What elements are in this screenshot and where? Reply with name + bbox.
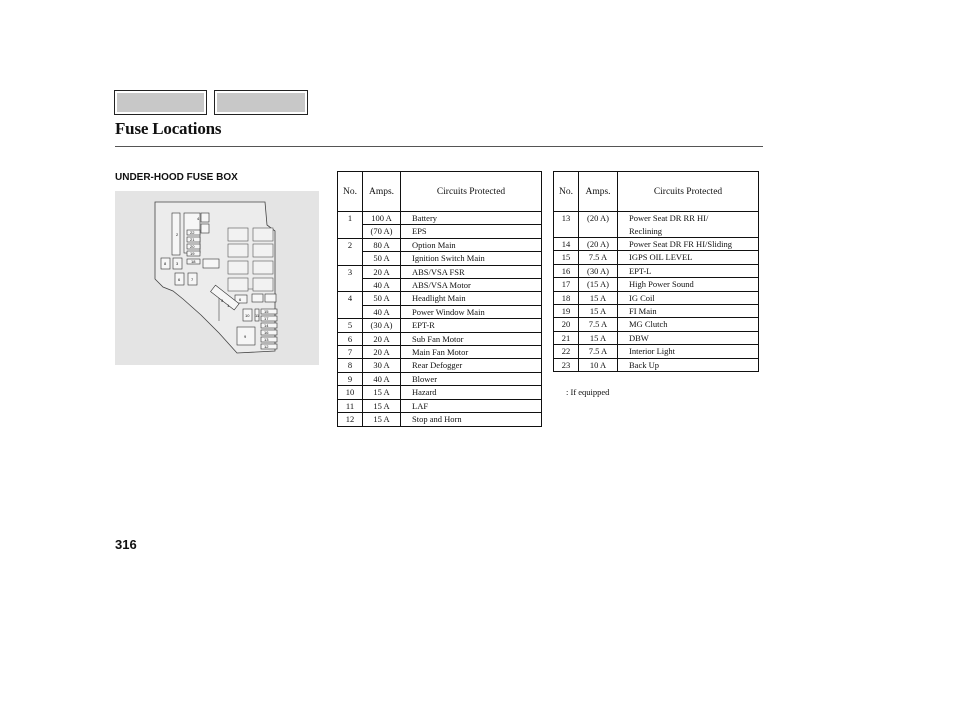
cell-circuit: EPT-R (401, 319, 542, 332)
cell-circuit: Back Up (618, 358, 759, 371)
fuse-table-right (553, 171, 759, 372)
cell-circuit: MG Clutch (618, 318, 759, 331)
cell-amps: 15 A (579, 305, 618, 318)
cell-no: 23 (554, 358, 579, 371)
fuse-label-14: 14 (264, 323, 269, 328)
cell-no: 7 (338, 346, 363, 359)
footnote-if-equipped: : If equipped (566, 387, 610, 397)
fuse-label-4: 4 (197, 216, 200, 221)
page-title: Fuse Locations (115, 119, 222, 138)
cell-circuit: Sub Fan Motor (401, 332, 542, 345)
cell-circuit-line: Reclining (629, 225, 663, 236)
cell-circuit: Stop and Horn (401, 413, 542, 426)
table-row (554, 264, 759, 277)
header-no: No. (554, 172, 579, 212)
table-row (338, 279, 542, 292)
table-row (554, 278, 759, 291)
fuse-box-diagram (115, 191, 319, 365)
cell-amps: (30 A) (363, 319, 401, 332)
cell-no (338, 225, 363, 238)
cell-amps: 10 A (579, 358, 618, 371)
cell-amps: 15 A (363, 399, 401, 412)
cell-no: 12 (338, 413, 363, 426)
fuse-label-15: 15 (264, 309, 269, 314)
cell-circuit: IGPS OIL LEVEL (618, 251, 759, 264)
table-row (338, 252, 542, 265)
fuse-label-16: 16 (264, 330, 269, 335)
table-row (338, 238, 542, 251)
cell-amps: 100 A (363, 212, 401, 225)
cell-amps: (70 A) (363, 225, 401, 238)
fuse-label-13: 13 (264, 337, 269, 342)
table-row (338, 319, 542, 332)
cell-circuit: Power Seat DR FR HI/Sliding (618, 238, 759, 251)
table-row (338, 413, 542, 426)
cell-no: 9 (338, 372, 363, 385)
nav-tab-button-1[interactable] (114, 90, 207, 115)
fuse-box-drawing (115, 191, 319, 365)
cell-no: 4 (338, 292, 363, 305)
header-circuits: Circuits Protected (401, 172, 542, 212)
cell-circuit (618, 212, 759, 238)
cell-amps: (20 A) (579, 212, 618, 238)
cell-amps: 20 A (363, 265, 401, 278)
fuse-label-18: 18 (191, 259, 196, 264)
cell-no: 14 (554, 238, 579, 251)
cell-no: 2 (338, 238, 363, 251)
table-row (338, 332, 542, 345)
cell-circuit-line: Power Seat DR RR HI/ (629, 213, 709, 223)
header-circuits: Circuits Protected (618, 172, 759, 212)
cell-no (338, 279, 363, 292)
cell-amps: (20 A) (579, 238, 618, 251)
cell-circuit: FI Main (618, 305, 759, 318)
fuse-label-2: 2 (176, 232, 179, 237)
cell-amps: 20 A (363, 332, 401, 345)
cell-circuit: Main Fan Motor (401, 346, 542, 359)
table-row (554, 358, 759, 371)
fuse-label-22: 22 (190, 230, 195, 235)
cell-amps: 15 A (363, 386, 401, 399)
cell-circuit: Rear Defogger (401, 359, 542, 372)
header-amps: Amps. (363, 172, 401, 212)
table-row (338, 225, 542, 238)
table-header-row (554, 172, 759, 212)
cell-amps: 50 A (363, 252, 401, 265)
cell-amps: 7.5 A (579, 345, 618, 358)
cell-no: 3 (338, 265, 363, 278)
header-amps: Amps. (579, 172, 618, 212)
table-row (338, 359, 542, 372)
cell-amps: 40 A (363, 279, 401, 292)
cell-no: 21 (554, 331, 579, 344)
cell-no: 1 (338, 212, 363, 225)
cell-circuit: LAF (401, 399, 542, 412)
cell-no: 13 (554, 212, 579, 238)
table-row (554, 212, 759, 238)
table-row (338, 212, 542, 225)
cell-no: 11 (338, 399, 363, 412)
cell-no: 20 (554, 318, 579, 331)
table-row (338, 372, 542, 385)
cell-no: 6 (338, 332, 363, 345)
table-row (338, 386, 542, 399)
table-header-row (338, 172, 542, 212)
cell-circuit: DBW (618, 331, 759, 344)
table-row (554, 331, 759, 344)
cell-circuit: High Power Sound (618, 278, 759, 291)
cell-circuit: Battery (401, 212, 542, 225)
fuse-label-1: 1 (227, 303, 230, 308)
table-row (338, 346, 542, 359)
table-row (554, 305, 759, 318)
nav-tab-button-2[interactable] (214, 90, 308, 115)
cell-circuit: ABS/VSA Motor (401, 279, 542, 292)
cell-amps: 40 A (363, 305, 401, 318)
section-heading: UNDER-HOOD FUSE BOX (115, 172, 238, 183)
cell-circuit: Headlight Main (401, 292, 542, 305)
fuse-label-9: 9 (244, 334, 247, 339)
cell-no (338, 252, 363, 265)
cell-circuit: EPS (401, 225, 542, 238)
page-number: 316 (115, 537, 137, 552)
cell-circuit: Interior Light (618, 345, 759, 358)
cell-circuit: Blower (401, 372, 542, 385)
table-row (338, 399, 542, 412)
cell-circuit: EPT-L (618, 264, 759, 277)
fuse-label-10: 10 (245, 313, 250, 318)
cell-circuit: Power Window Main (401, 305, 542, 318)
fuse-label-7: 7 (191, 277, 194, 282)
fuse-label-17: 17 (264, 316, 269, 321)
cell-no: 5 (338, 319, 363, 332)
table-row (554, 238, 759, 251)
fuse-label-21: 21 (190, 237, 195, 242)
cell-no: 18 (554, 291, 579, 304)
cell-no: 22 (554, 345, 579, 358)
cell-amps: 50 A (363, 292, 401, 305)
table-row (554, 318, 759, 331)
cell-no: 16 (554, 264, 579, 277)
cell-amps: (30 A) (579, 264, 618, 277)
table-row (554, 251, 759, 264)
fuse-table-left (337, 171, 542, 427)
fuse-label-20: 20 (190, 244, 195, 249)
cell-circuit: IG Coil (618, 291, 759, 304)
table-row (554, 345, 759, 358)
fuse-label-6b: 6 (239, 297, 242, 302)
cell-no: 19 (554, 305, 579, 318)
fuse-label-6: 6 (178, 277, 181, 282)
cell-amps: 15 A (579, 291, 618, 304)
header-no: No. (338, 172, 363, 212)
cell-circuit: ABS/VSA FSR (401, 265, 542, 278)
table-row (338, 292, 542, 305)
cell-no: 8 (338, 359, 363, 372)
fuse-label-12: 12 (264, 344, 269, 349)
cell-amps: 30 A (363, 359, 401, 372)
cell-amps: 80 A (363, 238, 401, 251)
cell-amps: 7.5 A (579, 251, 618, 264)
cell-circuit: Ignition Switch Main (401, 252, 542, 265)
cell-circuit: Hazard (401, 386, 542, 399)
cell-no: 10 (338, 386, 363, 399)
cell-no: 15 (554, 251, 579, 264)
cell-no (338, 305, 363, 318)
cell-amps: 7.5 A (579, 318, 618, 331)
cell-amps: 40 A (363, 372, 401, 385)
cell-amps: 15 A (363, 413, 401, 426)
cell-circuit: Option Main (401, 238, 542, 251)
fuse-label-11: 11 (255, 313, 260, 318)
fuse-label-3: 3 (176, 261, 179, 266)
cell-amps: 15 A (579, 331, 618, 344)
table-row (338, 305, 542, 318)
cell-amps: 20 A (363, 346, 401, 359)
title-divider (115, 146, 763, 147)
cell-amps: (15 A) (579, 278, 618, 291)
fuse-label-5: 5 (221, 298, 224, 303)
fuse-label-19: 19 (190, 251, 195, 256)
fuse-label-8: 8 (164, 261, 167, 266)
cell-no: 17 (554, 278, 579, 291)
table-row (338, 265, 542, 278)
table-row (554, 291, 759, 304)
